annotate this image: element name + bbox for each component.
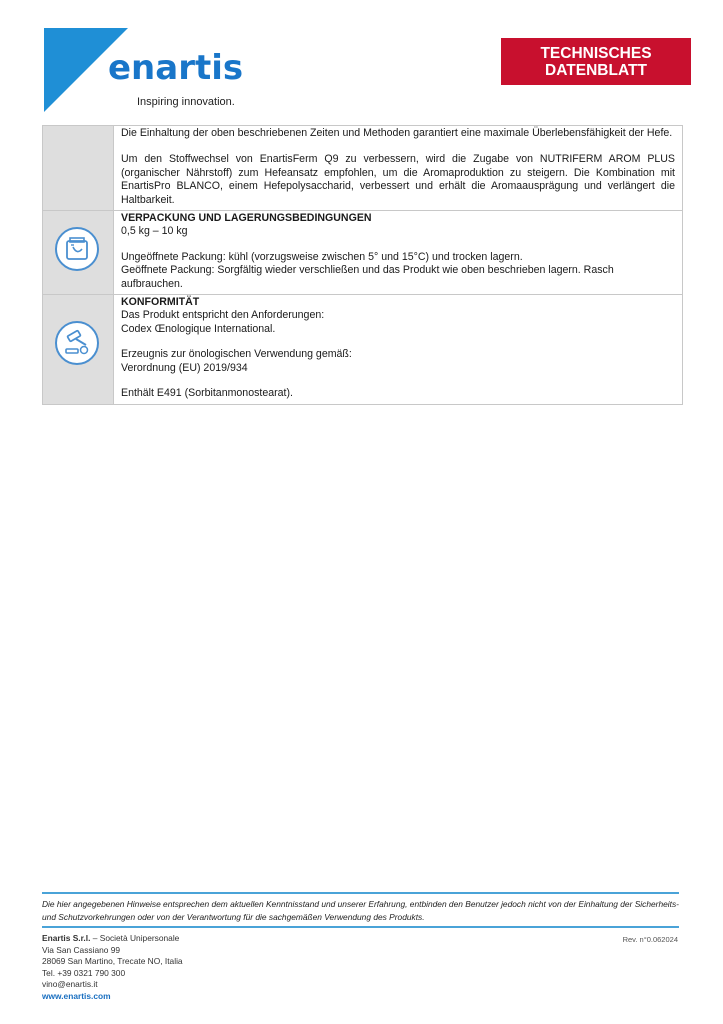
packaging-unopened: Ungeöffnete Packung: kühl (vorzugsweise zwischen 5° und 15°C) und trocken lagern. [121,250,523,263]
footer-divider-top [42,892,679,894]
content-table [42,125,683,405]
intro-paragraph-1: Die Einhaltung der oben beschriebenen Zeiten und Methoden garantiert eine maximale Überlebensfähigkeit der Hefe. [121,127,673,139]
gavel-icon [55,321,99,365]
website-link[interactable]: www.enartis.com [42,990,111,1001]
conformity-line-4: Verordnung (EU) 2019/934 [121,361,248,374]
conformity-row [43,295,682,403]
badge-line-1: TECHNISCHES [540,44,652,62]
company-suffix: – Società Unipersonale [90,933,180,943]
logo: enartis [108,48,244,88]
conformity-cell [113,295,682,403]
company-name: Enartis S.r.l. [42,933,91,943]
conformity-line-2: Codex Œnologique International. [121,322,276,335]
conformity-line-1: Das Produkt entspricht den Anforderungen: [121,309,325,322]
company-address [42,933,183,1002]
row-side-cell [43,295,113,403]
document-type-badge [501,38,691,85]
packaging-size: 0,5 kg – 10 kg [121,225,188,238]
badge-line-2: DATENBLATT [545,61,647,79]
footer-divider-bottom [42,926,679,928]
phone: Tel. +39 0321 790 300 [42,967,126,978]
packaging-title: VERPACKUNG UND LAGERUNGSBEDINGUNGEN [121,212,372,225]
conformity-line-3: Erzeugnis zur önologischen Verwendung gemäß: [121,348,352,361]
company-line [42,933,183,945]
address-street: Via San Cassiano 99 [42,944,121,955]
package-icon [55,227,99,271]
email-link[interactable]: vino@enartis.it [42,979,98,989]
row-side-cell [43,211,113,294]
address-city: 28069 San Martino, Trecate NO, Italia [42,956,183,966]
conformity-line-5: Enthält E491 (Sorbitanmonostearat). [121,387,293,400]
packaging-cell [113,211,682,294]
conformity-title: KONFORMITÄT [121,296,200,309]
revision-number: Rev. n°0.062024 [622,935,678,944]
footer-disclaimer: Die hier angegebenen Hinweise entsprechen dem aktuellen Kenntnisstand und unserer Erfahrung, entbinden den Benutzer jedoch nicht von der Einhaltung der Sicherheits- und Schutzvorkehrungen oder von der Verantwortung für die sachgemäßen Verwendung des Produkts. [42,899,679,922]
packaging-row [43,211,682,295]
intro-row [43,126,682,211]
logo-tagline: Inspiring innovation. [137,96,235,108]
intro-cell [113,126,682,210]
packaging-opened: Geöffnete Packung: Sorgfältig wieder verschließen und das Produkt wie oben beschrieben lagern. Rasch aufbrauchen. [121,264,614,290]
row-side-cell [43,126,113,210]
intro-paragraph-2: Um den Stoffwechsel von EnartisFerm Q9 zu verbessern, wird die Zugabe von NUTRIFERM AROM PLUS (organischer Nährstoff) zum Hefeansatz empfohlen, um die Aromaproduktion zu steigern. Die Kombination mit EnartisPro BLANCO, einem Hefepolysaccharid, verbessert und erhält die Aromaausprägung und verlängert die Haltbarkeit. [121,153,675,206]
